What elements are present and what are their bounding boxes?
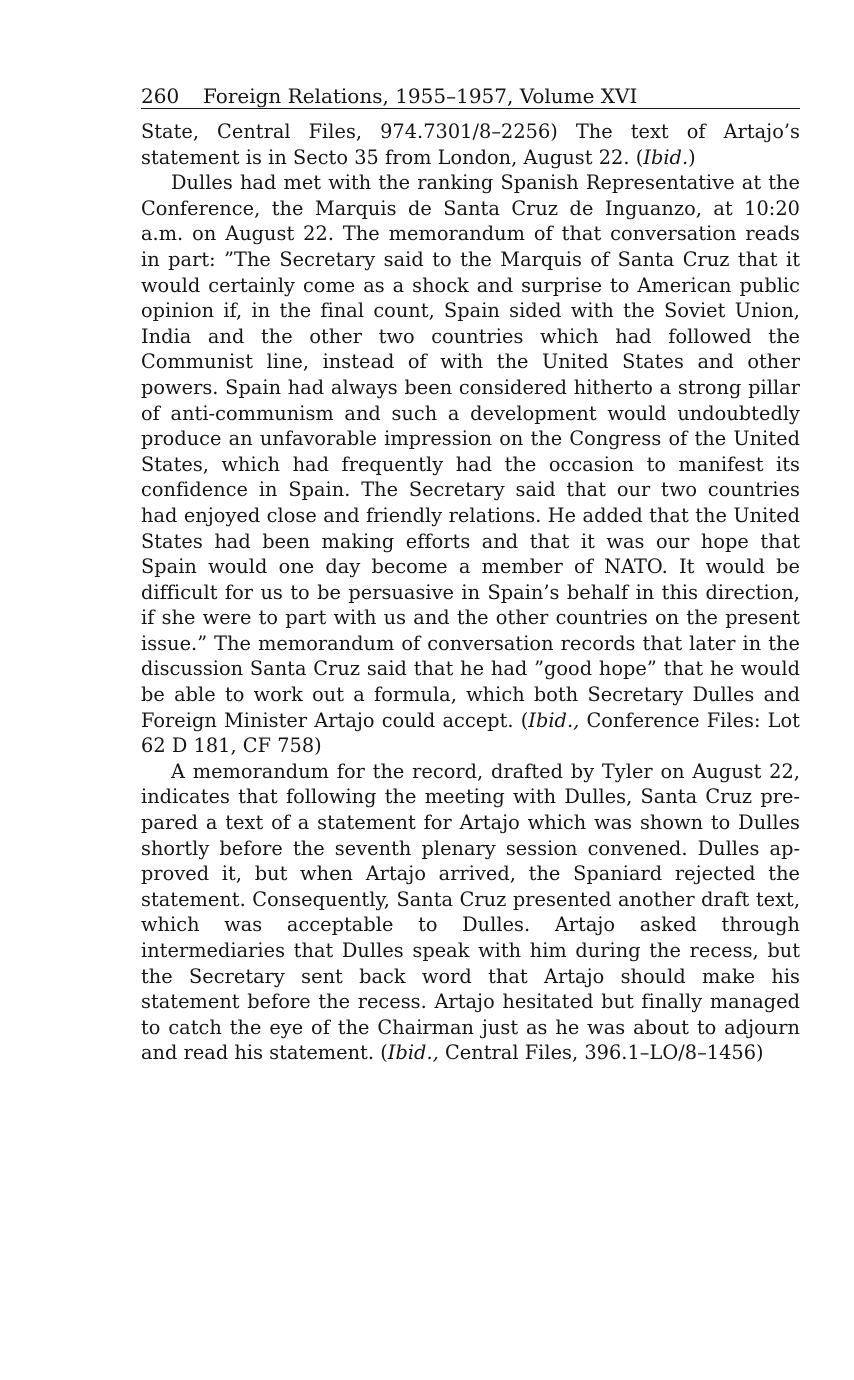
paragraph-text: Central Files, 396.1–LO/8–1456): [438, 1041, 764, 1065]
paragraph-continuation: [141, 119, 800, 170]
running-title: Foreign Relations, 1955–1957, Volume XVI: [203, 84, 638, 108]
paragraph-dulles-meeting: [141, 170, 800, 759]
paragraph-text: Conference Files: Lot 62 D 181, CF 758): [141, 708, 800, 758]
citation-ibid: Ibid.,: [387, 1041, 439, 1065]
page-number: 260: [141, 84, 180, 108]
citation-ibid: Ibid.,: [528, 708, 580, 732]
paragraph-text: A memorandum for the record, drafted by Tyler on August 22, indicates that following the meeting with Dulles, Santa Cruz prepared a text of a statement for Artajo which was shown to Dulles shortly before the seventh plenary session convened. Dulles approved it, but when Artajo arrived, the Spaniard rejected the statement. Consequently, Santa Cruz presented another draft text, which was acceptable to Dulles. Artajo asked through intermediaries that Dulles speak with him during the recess, but the Secretary sent back word that Artajo should make his statement before the recess. Artajo hesitated but finally managed to catch the eye of the Chairman just as he was about to adjourn and read his statement. (: [141, 759, 800, 1065]
paragraph-text: State, Central Files, 974.7301/8–2256) The text of Artajo’s statement is in Secto 35 from London, August 22. (: [141, 120, 800, 169]
citation-ibid: Ibid.: [643, 145, 689, 169]
paragraph-text: ): [688, 145, 696, 169]
paragraph-text: Dulles had met with the ranking Spanish Representative at the Conference, the Marquis de Santa Cruz de Inguanzo, at 10:20 a.m. on August 22. The memorandum of that conversation reads in part: ”The Secretary said to the Marquis of Santa Cruz that it would certainly come as a shock and surprise to American public opinion if, in the final count, Spain sided with the Soviet Union, India and the other two countries which had followed the Communist line, instead of with the United States and other powers. Spain had always been considered hitherto a strong pillar of anti-communism and such a development would undoubtedly produce an unfavorable impression on the Congress of the United States, which had frequently had the occasion to manifest its confidence in Spain. The Secretary said that our two countries had enjoyed close and friendly relations. He added that the United States had been making efforts and that it was our hope that Spain would one day become a member of NATO. It would be difficult for us to be persuasive in Spain’s behalf in this direction, if she were to part with us and the other countries on the present issue.” The memorandum of conversation records that later in the discussion Santa Cruz said that he had ”good hope” that he would be able to work out a formula, which both Secretary Dulles and Foreign Minister Artajo could accept. (: [141, 171, 800, 732]
document-page: [141, 84, 800, 1066]
running-header: [141, 84, 800, 109]
body-text: [141, 119, 800, 1066]
paragraph-memorandum-record: [141, 759, 800, 1066]
